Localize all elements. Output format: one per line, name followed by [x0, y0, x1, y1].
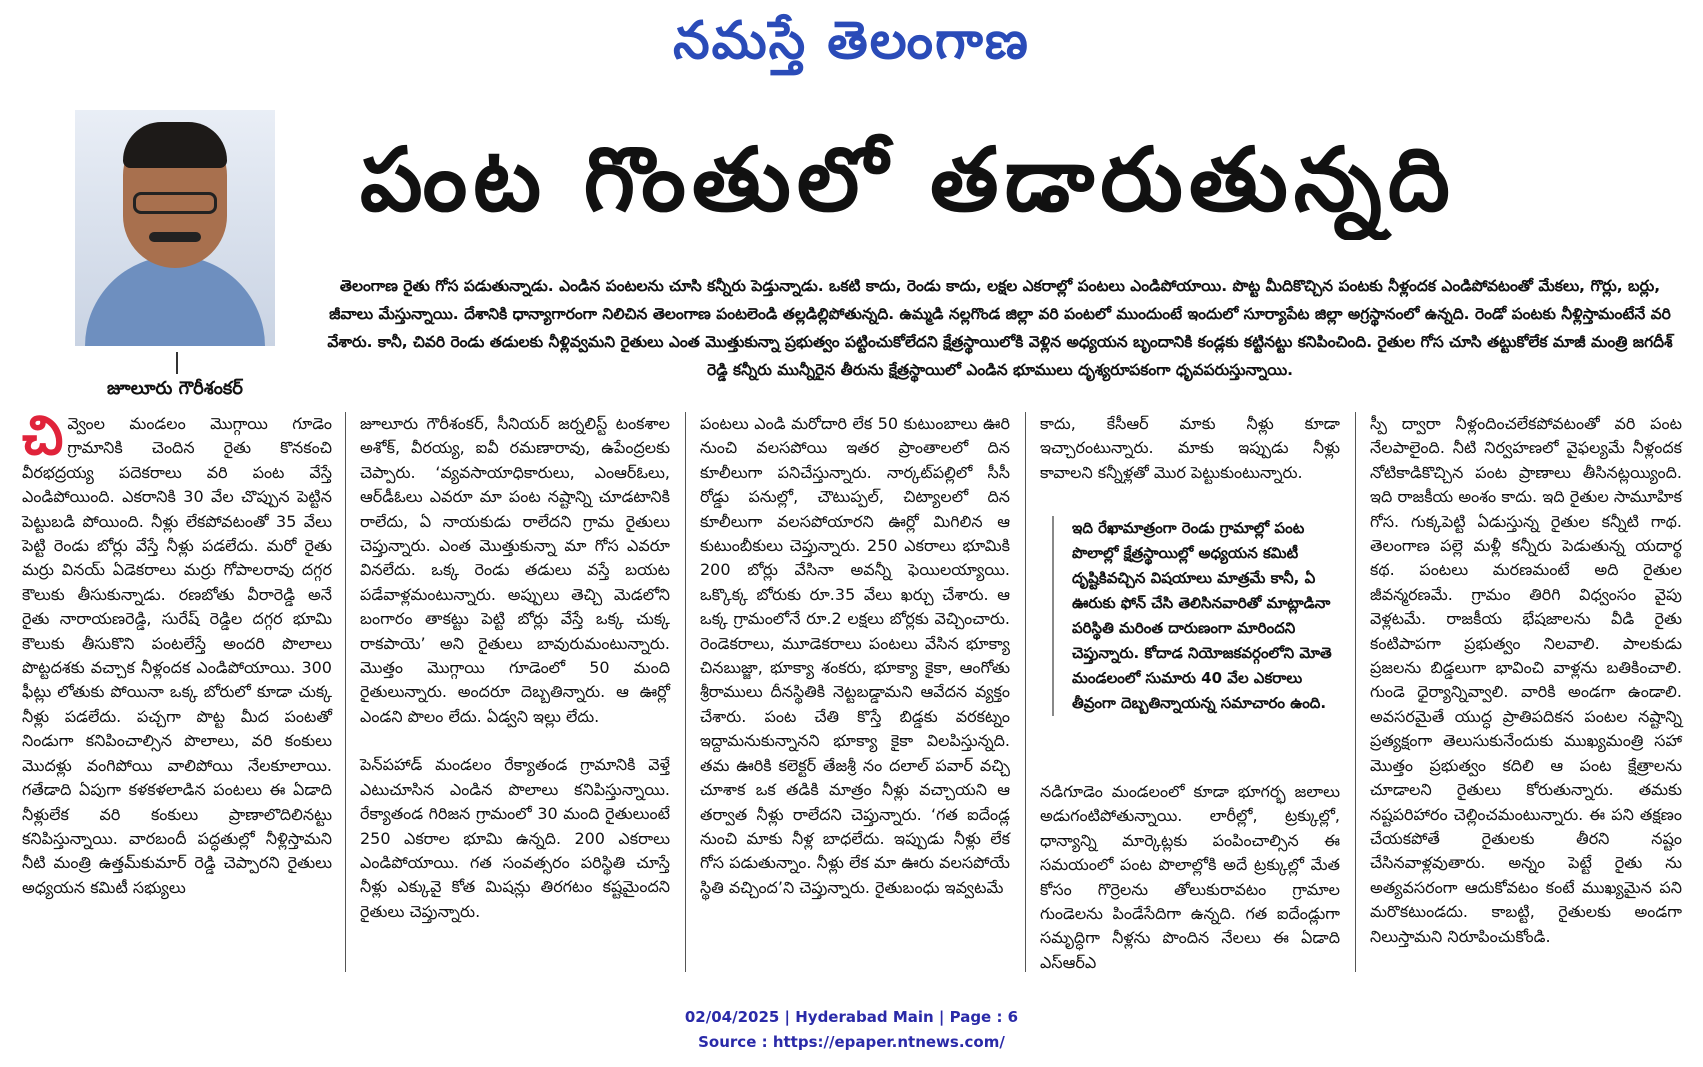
column-2 — [360, 412, 670, 948]
column-1-paragraph — [22, 404, 332, 900]
dropcap: చి — [22, 404, 64, 467]
column-2-paragraph-2: పెన్‌పహాడ్ మండలం రేక్యాతండ గ్రామానికి వెళ్తే ఎటుచూసిన ఎండిన పొలాలు కనిపిస్తున్నాయి. రేక్యాతండ గిరిజన గ్రామంలో 30 మంది రైతులుంటే 250 ఎకరాల భూమి ఉన్నది. 200 ఎకరాలు ఎండిపోయాయి. గత సంవత్సరం పరిస్థితి చూస్తే నీళ్లు ఎక్కువై కోత మిషన్లు తిరగటం కష్టమైందని రైతులు చెప్తున్నారు. — [360, 755, 670, 921]
photo-shirt — [85, 256, 265, 346]
column-1-text: వ్వెంల మండలం మొగ్గాయి గూడెం గ్రామానికి చెందిన రైతు కొనకంచి వీరభద్రయ్య పదెకరాలు వరి పంట వేస్తే ఎండిపోయింది. ఎకరానికి 30 వేల చొప్పున పెట్టిన పెట్టుబడి పోయింది. నీళ్లు లేకపోవటంతో 35 వేలు పెట్టి రెండు బోర్లు వేస్తే నీళ్లు పడలేదు. మరో రైతు మర్రు వినయ్ ఏడెకరాలు మర్రు గోపాలరావు దగ్గర కౌలుకు తీసుకున్నాడు. రణబోతు వీరారెడ్డి అనే రైతు నారాయణరెడ్డి, సురేష్ రెడ్డిల దగ్గర భూమి కౌలుకు తీసుకొని పంటలేస్తే అందరి పొలాలు పొట్టదశకు వచ్చాక నీళ్లందక ఎండిపోయాయి. 300 ఫీట్లు లోతుకు పోయినా ఒక్క బోరులో కూడా చుక్క నీళ్లు పడలేదు. పచ్చగా పొట్ట మీద పంటతో నిండుగా కనిపించాల్సిన పొలాలు, వరి కంకులు మొదళ్లు వంగిపోయి వాలిపోయి నేలకూలాయి. గతేడాది ఏపుగా కళకళలాడిన పంటలు ఈ ఏడాది నీళ్లులేక వరి కంకులు ప్రాణాలొదిలినట్టు కనిపిస్తున్నాయి. వారబందీ పద్ధతుల్లో నీళ్లిస్తామని నీటి మంత్రి ఉత్తమ్‌కుమార్ రెడ్డి చెప్పారని రైతులు అధ్యయన కమిటీ సభ్యులు — [22, 414, 332, 897]
pull-quote: ఇది రేఖామాత్రంగా రెండు గ్రామాల్లో పంట పొలాల్లో క్షేత్రస్థాయిల్లో అధ్యయన కమిటీ దృష్టికివచ్చిన విషయాలు మాత్రమే కానీ, ఏ ఊరుకు ఫోన్ చేసి తెలిసినవారితో మాట్లాడినా పరిస్థితి మరింత దారుణంగా మారిందని చెప్తున్నారు. కోదాడ నియోజకవర్గంలోని మోతె మండలంలో సుమారు 40 వేల ఎకరాలు తీవ్రంగా దెబ్బతిన్నాయన్న సమాచారం ఉంది. — [1052, 516, 1342, 716]
footer-edition-info: 02/04/2025 | Hyderabad Main | Page : 6 — [684, 1008, 1019, 1026]
column-3-paragraph: పంటలు ఎండి మరోదారి లేక 50 కుటుంబాలు ఊరి నుంచి వలసపోయి ఇతర ప్రాంతాలలో దిన కూలీలుగా పనిచేస్తున్నారు. నార్కట్‌పల్లిలో సీసీ రోడ్డు పనుల్లో, చౌటుప్పల్, చిట్యాలలో దిన కూలీలుగా వలసపోయారని ఊర్లో మిగిలిన ఆ కుటుంబీకులు చెప్తున్నారు. 250 ఎకరాలు భూమికి 200 బోర్లు వేసినా అవన్నీ ఫెయిలయ్యాయి. ఒక్కొక్క బోరుకు రూ.35 వేలు ఖర్చు చేశారు. ఆ ఒక్క గ్రామంలోనే రూ.2 లక్షలు బోర్లకు వెచ్చించారు. రెండెకరాలు, మూడెకరాలు పంటలు వేసిన భూక్యా చినబుజ్జా, భూక్యా శంకరు, భూక్యా కైకా, ఆంగోతు శ్రీరాములు దీనస్థితికి నెట్టబడ్డామని ఆవేదన వ్యక్తం చేశారు. పంట చేతి కొస్తే బిడ్డకు వరకట్నం ఇద్దామనుకున్నానని భూక్యా కైకా విలపిస్తున్నది. తమ ఊరికి కలెక్టర్ తేజశ్రీ నం దలాల్ పవార్ వచ్చి చూశాక ఒక తడికి మాత్రం నీళ్లు వచ్చాయని ఆ తర్వాత నీళ్లు రాలేదని చెప్తున్నారు. ‘గత ఐదేండ్ల నుంచి మాకు నీళ్ల బాధలేదు. ఇప్పుడు నీళ్లు లేక గోస పడుతున్నాం. నీళ్లు లేక మా ఊరు వలసపోయే స్థితి వచ్చింద’ని చెప్తున్నారు. రైతుబంధు ఇవ్వటమే — [700, 414, 1010, 897]
photo-mustache — [149, 232, 201, 242]
column-4-lower — [1040, 780, 1340, 999]
column-3 — [700, 412, 1010, 924]
masthead-logo: నమస్తే తెలంగాణ — [673, 10, 1030, 71]
column-2-paragraph-1: జూలూరు గౌరీశంకర్, సీనియర్ జర్నలిస్ట్ టంకశాల అశోక్, వీరయ్య, ఐవీ రమణారావు, ఉపేంద్రలకు చెప్పారు. ‘వ్యవసాయాధికారులు, ఎంఆర్‌ఓలు, ఆర్‌డీఓలు ఎవరూ మా పంట నష్టాన్ని చూడటానికి రాలేదు, ఏ నాయకుడు రాలేదని గ్రామ రైతులు చెప్తున్నారు. ఎంత మొత్తుకున్నా మా గోస ఎవరూ వినలేదు. ఒక్క రెండు తడులు వస్తే బయట పడేవాళ్లమంటున్నారు. అప్పులు తెచ్చి మెడలోని బంగారం తాకట్టు పెట్టి బోర్లు వేస్తే ఒక్క చుక్క రాకపాయె’ అని రైతులు బావురుమంటున్నారు. మొత్తం మొగ్గాయి గూడెంలో 50 మంది రైతులున్నారు. అందరూ దెబ్బతిన్నారు. ఆ ఊర్లో ఎండని పొలం లేదు. ఏడ్వని ఇల్లు లేదు. — [360, 414, 670, 726]
column-divider — [1025, 412, 1026, 972]
photo-glasses — [133, 192, 217, 214]
photo-hair — [123, 122, 227, 168]
byline-rule — [176, 352, 178, 374]
byline: జూలూరు గౌరీశంకర్ — [107, 378, 243, 399]
headline: పంట గొంతులో తడారుతున్నది — [360, 128, 1456, 231]
column-4 — [1040, 412, 1340, 509]
column-5-paragraph: స్పీ ద్వారా నీళ్లందించలేకపోవటంతో వరి పంట నేలపాలైంది. నీటి నిర్వహణలో వైఫల్యమే నీళ్లందక నోటికాడికొచ్చిన పంట ప్రాణాలు తీసినట్లయ్యింది. ఇది రాజకీయ అంశం కాదు. ఇది రైతుల సామూహిక గోస. గుక్కపెట్టి ఏడుస్తున్న రైతుల కన్నీటి గాథ. తెలంగాణ పల్లె మళ్లీ కన్నీరు పెడుతున్న యదార్థ కథ. పంటలు మరణమంటే అది రైతుల జీవన్మరణమే. గ్రామం తిరిగి విధ్వంసం వైపు వెళ్లటమే. రాజకీయ భేషజాలను వీడి రైతు కంటిపాపగా ప్రభుత్వం నిలవాలి. పాలకుడు ప్రజలను బిడ్డలుగా భావించి వాళ్లను బతికించాలి. గుండె ధైర్యాన్నివ్వాలి. వారికి అండగా ఉండాలి. అవసరమైతే యుద్ధ ప్రాతిపదికన పంటల నష్టాన్ని ప్రత్యక్షంగా తెలుసుకునేందుకు ముఖ్యమంత్రి సహా మొత్తం ప్రభుత్వం కదిలి ఆ పంట క్షేత్రాలను చూడాలని రైతులు కోరుతున్నారు. తమకు నష్టపరిహారం చెల్లించమంటున్నారు. ఈ పని తక్షణం చేయకపోతే రైతులకు తీరని నష్టం చేసినవాళ్లవుతారు. అన్నం పెట్టే రైతు ను అత్యవసరంగా ఆదుకోవటం కంటే ముఖ్యమైన పని మరొకటుండదు. కాబట్టి, రైతులకు అండగా నిలుస్తామని నిరూపించుకోండి. — [1370, 414, 1682, 946]
intro-paragraph: తెలంగాణ రైతు గోస పడుతున్నాడు. ఎండిన పంటలను చూసి కన్నీరు పెడ్తున్నాడు. ఒకటి కాదు, రెండు కాదు, లక్షల ఎకరాల్లో పంటలు ఎండిపోయాయి. పొట్ట మీదికొచ్చిన పంటకు నీళ్లందక ఎండిపోవటంతో మేకలు, గొర్లు, బర్లు, జీవాలు మేస్తున్నాయి. దేశానికి ధాన్యాగారంగా నిలిచిన తెలంగాణ పంటలెండి తల్లడిల్లిపోతున్నది. ఉమ్మడి నల్లగొండ జిల్లా వరి పంటలో ముందుంటే ఇందులో సూర్యాపేట జిల్లా అగ్రస్థానంలో ఉన్నది. రెండో పంటకు నీళ్లిస్తామంటేనే వరి వేశారు. కానీ, చివరి రెండు తడులకు నీళ్లివ్వమని రైతులు ఎంత మొత్తుకున్నా ప్రభుత్వం పట్టించుకోలేదని క్షేత్రస్థాయిలోకి వెళ్లిన అధ్యయన బృందానికి కండ్లకు కట్టినట్టు కనిపించింది. రైతుల గోస చూసి తట్టుకోలేక మాజీ మంత్రి జగదీశ్ రెడ్డి కన్నీరు మున్నీరైన తీరును క్షేత్రస్థాయిలో ఎండిన భూములు దృశ్యరూపకంగా ధృవపరుస్తున్నాయి. — [327, 277, 1673, 379]
column-4-paragraph-1: కాదు, కేసీఆర్ మాకు నీళ్లు కూడా ఇచ్చారంటున్నారు. మాకు ఇప్పుడు నీళ్లు కావాలని కన్నీళ్లతో మొర పెట్టుకుంటున్నారు. — [1040, 414, 1340, 482]
footer-source: Source : https://epaper.ntnews.com/ — [698, 1033, 1005, 1051]
column-divider — [685, 412, 686, 972]
column-4-paragraph-2: నడిగూడెం మండలంలో కూడా భూగర్భ జలాలు అడుగంటిపోతున్నాయి. లారీల్లో, ట్రక్కుల్లో, ధాన్యాన్ని మార్కెట్లకు పంపించాల్సిన ఈ సమయంలో పంట పొలాల్లోకి అదే ట్రక్కుల్లో మేత కోసం గొర్రెలను తోలుకురావటం గ్రామాల గుండెలను పిండేసేదిగా ఉన్నది. గత ఐదేండ్లుగా సమృద్ధిగా నీళ్లను పొందిన నేలలు ఈ ఏడాది ఎస్‌ఆర్‌ఎ — [1040, 782, 1340, 972]
author-photo — [75, 110, 275, 346]
column-5 — [1370, 412, 1682, 973]
column-divider — [1355, 412, 1356, 972]
column-divider — [345, 412, 346, 972]
column-1 — [22, 404, 332, 924]
